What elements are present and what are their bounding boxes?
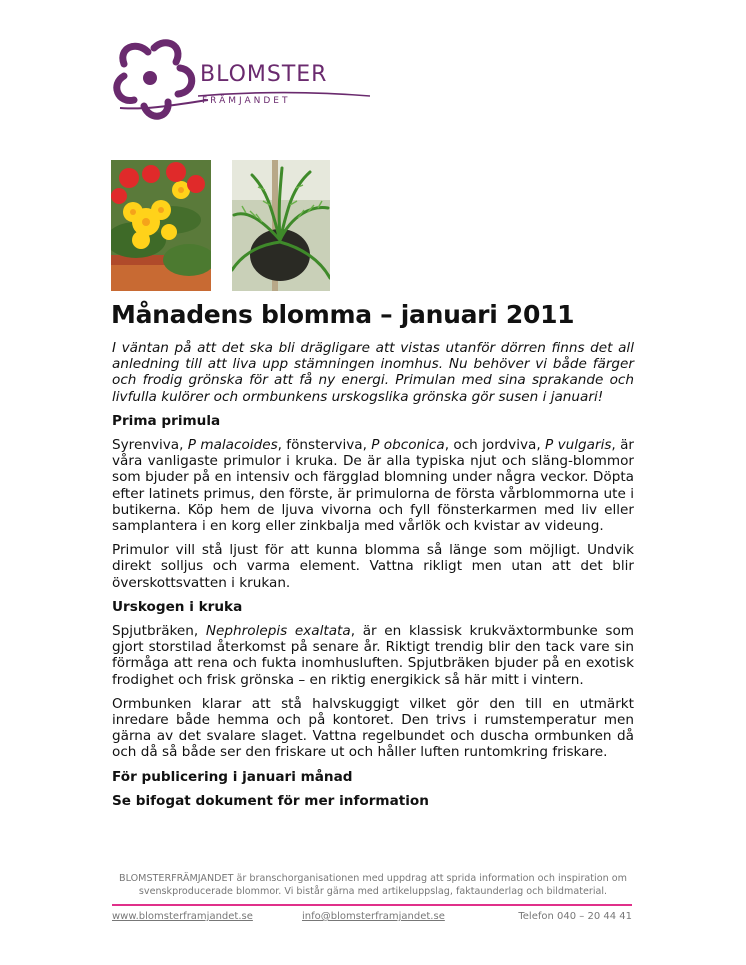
- article-body: [112, 340, 634, 817]
- intro-paragraph: I väntan på att det ska bli drägligare att vistas utanför dörren finns det all anledning till att liva upp stämningen inomhus. Nu behöver vi både färger och frodig grönska för att få ny energi. Primulan med sina sprakande och livfulla kulörer och ormbunkens urskogslika grönska gör susen i januari!: [112, 340, 634, 405]
- primula-photo: [111, 160, 211, 291]
- flower-logo-icon: [110, 38, 210, 124]
- email-link[interactable]: info@blomsterframjandet.se: [302, 911, 445, 922]
- primula-paragraph-1: Syrenviva, P malacoides, fönsterviva, P obconica, och jordviva, P vulgaris, är våra vanligaste primulor i kruka. De är alla typiska njut och släng-blommor som bjuder på en intensiv och färgglad blomning under några veckor. Döpta efter latinets primus, den förste, är primulorna de första vårblommorna ute i butikerna. Köp hem de ljuva vivorna och fyll fönsterkarmen med liv eller samplantera i en korg eller zinkbalja med vårlök och kvistar av videung.: [112, 437, 634, 535]
- fern-paragraph-2: Ormbunken klarar att stå halvskuggigt vilket gör den till en utmärkt inredare både hemma och på kontoret. Den trivs i rumstemperatur men gärna av det svalare slaget. Vattna regelbundet och duscha ormbunken då och då så både ser den friskare ut och håller luften runtomkring friskare.: [112, 695, 634, 761]
- page-title: Månadens blomma – januari 2011: [111, 300, 575, 329]
- section-heading-primula: Prima primula: [112, 412, 221, 429]
- section-heading-fern: Urskogen i kruka: [112, 598, 243, 615]
- website-link[interactable]: www.blomsterframjandet.se: [112, 911, 253, 922]
- footer-about: BLOMSTERFRÄMJANDET är branschorganisationen med uppdrag att sprida information och inspiration om svenskproducerade blommor. Vi bistår gärna med artikeluppslag, faktaunderlag och bildmaterial.: [119, 873, 627, 897]
- fern-photo: [232, 160, 330, 291]
- publish-note: För publicering i januari månad: [112, 768, 353, 785]
- phone-number: Telefon 040 – 20 44 41: [518, 911, 632, 922]
- brand-subname: FRÄMJANDET: [202, 96, 291, 106]
- primula-paragraph-2: Primulor vill stå ljust för att kunna blomma så länge som möjligt. Undvik direkt solljus och varma element. Vattna rikligt men utan att det blir överskottsvatten i krukan.: [112, 542, 634, 591]
- attachment-note: Se bifogat dokument för mer information: [112, 792, 429, 809]
- footer-divider: [112, 904, 632, 906]
- brand-name: BLOMSTER: [200, 62, 328, 87]
- fern-paragraph-1: Spjutbräken, Nephrolepis exaltata, är en klassisk krukväxtormbunke som gjort storstilad återkomst på senare år. Riktigt trendig blir den tack vare sin förmåga att rena och fukta inomhusluften. Spjutbräken bjuder på en exotisk frodighet och frisk grönska – en riktig energikick så här mitt i vintern.: [112, 623, 635, 688]
- brand-logo: [110, 38, 370, 124]
